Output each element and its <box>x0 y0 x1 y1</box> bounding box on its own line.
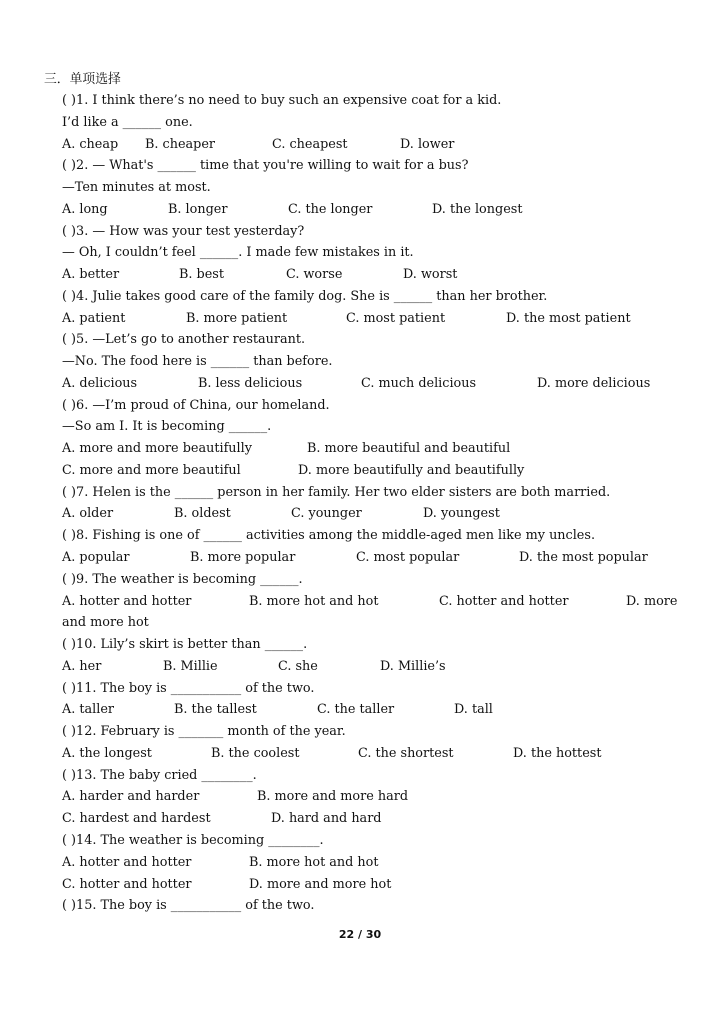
answer-option: A. better <box>62 267 120 282</box>
answer-option: C. she <box>278 659 318 674</box>
answer-option: A. hotter and hotter <box>62 594 192 609</box>
options-row <box>0 702 680 718</box>
answer-option: A. delicious <box>62 376 138 391</box>
answer-option: A. her <box>62 659 102 674</box>
answer-option: D. more <box>626 594 678 609</box>
answer-option: D. the longest <box>432 202 523 217</box>
options-row <box>0 811 680 827</box>
question-text: ( )2. — What's ______ time that you're willing to wait for a bus? <box>62 158 469 173</box>
answer-option: B. Millie <box>163 659 218 674</box>
question-text: ( )14. The weather is becoming ________. <box>62 833 324 848</box>
options-row <box>0 877 680 893</box>
answer-option: A. hotter and hotter <box>62 855 192 870</box>
answer-option: A. patient <box>62 311 126 326</box>
answer-option: B. best <box>179 267 225 282</box>
question-text: ( )5. —Let’s go to another restaurant. <box>62 332 306 347</box>
section-heading: 三．单项选择 <box>44 72 121 87</box>
question-text: ( )6. —I’m proud of China, our homeland. <box>62 398 330 413</box>
question-text: —Ten minutes at most. <box>62 180 211 195</box>
question-text: ( )15. The boy is ___________ of the two. <box>62 898 315 913</box>
question-text: ( )3. — How was your test yesterday? <box>62 224 305 239</box>
answer-option: D. hard and hard <box>271 811 382 826</box>
answer-option: C. younger <box>291 506 362 521</box>
options-row <box>0 441 680 457</box>
answer-option: C. most patient <box>346 311 446 326</box>
answer-option: C. hardest and hardest <box>62 811 211 826</box>
options-row <box>0 311 680 327</box>
answer-option: B. the coolest <box>211 746 300 761</box>
question-text: ( )1. I think there’s no need to buy such an expensive coat for a kid. <box>62 93 502 108</box>
answer-option: D. youngest <box>423 506 500 521</box>
question-text: —No. The food here is ______ than before. <box>62 354 333 369</box>
answer-option: B. more hot and hot <box>249 855 379 870</box>
answer-option: B. less delicious <box>198 376 303 391</box>
page-number: 22 / 30 <box>338 928 382 941</box>
question-text: ( )11. The boy is ___________ of the two. <box>62 681 315 696</box>
question-text: ( )13. The baby cried ________. <box>62 768 257 783</box>
answer-option: C. hotter and hotter <box>62 877 192 892</box>
question-text: ( )7. Helen is the ______ person in her family. Her two elder sisters are both married. <box>62 485 611 500</box>
question-text: ( )4. Julie takes good care of the family dog. She is ______ than her brother. <box>62 289 548 304</box>
question-text: ( )8. Fishing is one of ______ activities among the middle-aged men like my uncles. <box>62 528 596 543</box>
answer-option: D. the most patient <box>506 311 631 326</box>
answer-option: D. lower <box>400 137 455 152</box>
options-row <box>0 506 680 522</box>
options-row <box>0 855 680 871</box>
question-text: I’d like a ______ one. <box>62 115 193 130</box>
options-row <box>0 746 680 762</box>
question-text: — Oh, I couldn’t feel ______. I made few mistakes in it. <box>62 245 414 260</box>
answer-option: C. the shortest <box>358 746 454 761</box>
answer-option: C. more and more beautiful <box>62 463 241 478</box>
answer-option: B. the tallest <box>174 702 257 717</box>
answer-option: D. more delicious <box>537 376 651 391</box>
answer-option: A. popular <box>62 550 130 565</box>
answer-option: B. more beautiful and beautiful <box>307 441 511 456</box>
options-row <box>0 463 680 479</box>
options-row <box>0 594 680 610</box>
question-text: and more hot <box>62 615 149 630</box>
answer-option: A. taller <box>62 702 115 717</box>
answer-option: D. the most popular <box>519 550 648 565</box>
answer-option: B. more hot and hot <box>249 594 379 609</box>
options-row <box>0 267 680 283</box>
answer-option: D. the hottest <box>513 746 602 761</box>
options-row <box>0 202 680 218</box>
answer-option: C. most popular <box>356 550 460 565</box>
question-text: ( )10. Lily’s skirt is better than ______. <box>62 637 308 652</box>
answer-option: A. cheap <box>62 137 119 152</box>
answer-option: A. harder and harder <box>62 789 200 804</box>
answer-option: D. more beautifully and beautifully <box>298 463 525 478</box>
answer-option: A. more and more beautifully <box>62 441 252 456</box>
question-text: ( )9. The weather is becoming ______. <box>62 572 303 587</box>
answer-option: D. more and more hot <box>249 877 392 892</box>
answer-option: D. tall <box>454 702 493 717</box>
answer-option: A. older <box>62 506 114 521</box>
answer-option: D. Millie’s <box>380 659 446 674</box>
answer-option: B. more and more hard <box>257 789 409 804</box>
question-text: ( )12. February is _______ month of the year. <box>62 724 346 739</box>
answer-option: C. worse <box>286 267 343 282</box>
answer-option: B. more popular <box>190 550 296 565</box>
answer-option: A. long <box>62 202 108 217</box>
answer-option: B. more patient <box>186 311 288 326</box>
answer-option: D. worst <box>403 267 458 282</box>
answer-option: B. oldest <box>174 506 231 521</box>
options-row <box>0 550 680 566</box>
answer-option: C. hotter and hotter <box>439 594 569 609</box>
options-row <box>0 789 680 805</box>
answer-option: B. cheaper <box>145 137 216 152</box>
answer-option: A. the longest <box>62 746 152 761</box>
answer-option: B. longer <box>168 202 228 217</box>
options-row <box>0 659 680 675</box>
answer-option: C. the longer <box>288 202 373 217</box>
answer-option: C. much delicious <box>361 376 477 391</box>
answer-option: C. cheapest <box>272 137 348 152</box>
options-row <box>0 376 680 392</box>
options-row <box>0 137 680 153</box>
question-text: —So am I. It is becoming ______. <box>62 419 272 434</box>
answer-option: C. the taller <box>317 702 395 717</box>
